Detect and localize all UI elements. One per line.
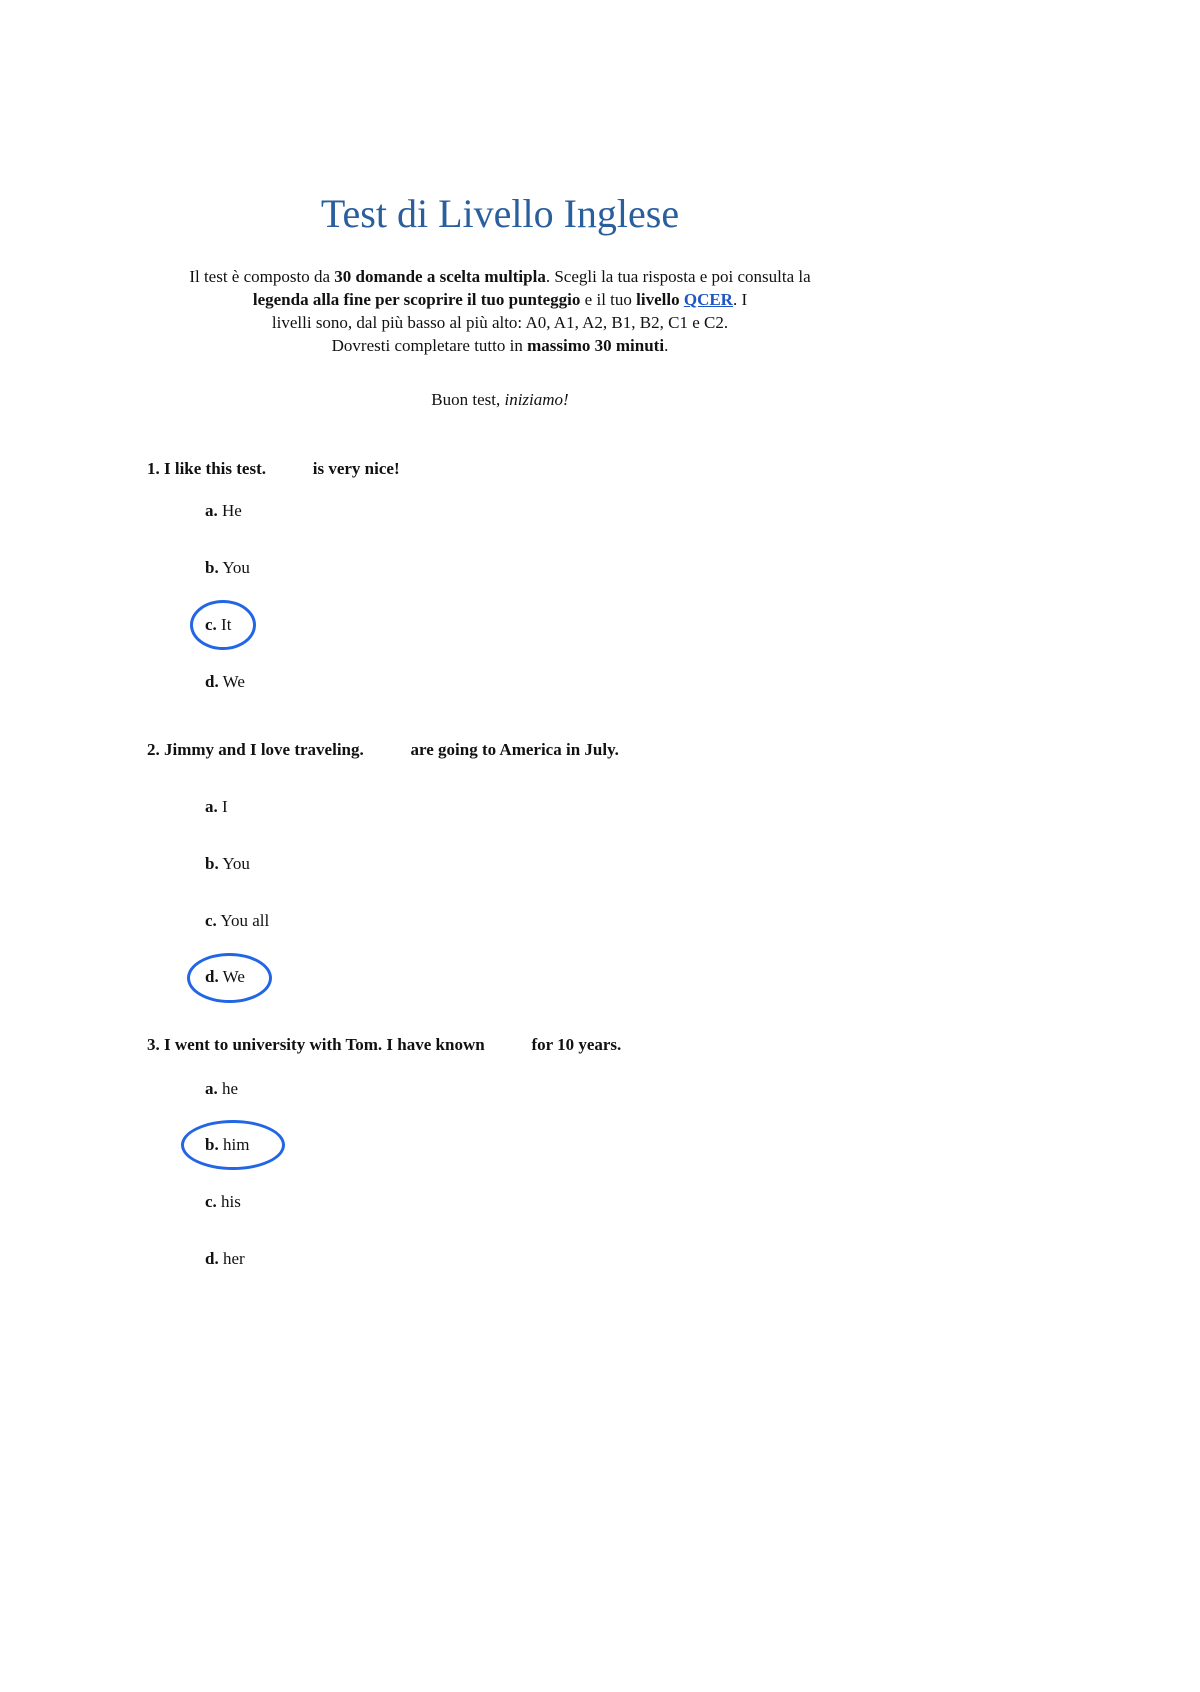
option-letter: b. [205, 558, 219, 577]
option-text: You [218, 854, 250, 873]
intro-bold-time: massimo 30 minuti [527, 336, 665, 355]
option-text: He [217, 501, 242, 520]
question-3-text: 3. I went to university with Tom. I have known for 10 years. [147, 1035, 622, 1054]
question-2-option-d[interactable] [205, 966, 245, 988]
option-letter: d. [205, 1249, 219, 1268]
intro-bold-level: livello [636, 290, 680, 309]
intro-line-4 [110, 334, 890, 357]
option-letter: c. [205, 615, 217, 634]
option-text: I [217, 797, 228, 816]
question-2-option-a[interactable] [205, 796, 228, 818]
intro-line-3: livelli sono, dal più basso al più alto: A0, A1, A2, B1, B2, C1 e C2. [271, 313, 729, 332]
option-letter: d. [205, 672, 219, 691]
intro-line-1 [110, 265, 890, 288]
greeting [0, 390, 1000, 410]
option-text: he [217, 1079, 239, 1098]
question-1-option-a[interactable] [205, 500, 242, 522]
intro-text: Dovresti completare tutto in [331, 336, 528, 355]
option-letter: b. [205, 1135, 219, 1154]
option-text: her [218, 1249, 245, 1268]
option-letter: a. [205, 797, 218, 816]
intro-text: . [664, 336, 669, 355]
question-2-option-c[interactable] [205, 910, 269, 932]
question-2-text: 2. Jimmy and I love traveling. are going to America in July. [147, 740, 619, 759]
option-text: him [218, 1135, 250, 1154]
option-letter: c. [205, 911, 217, 930]
intro-line-2 [110, 288, 890, 311]
intro-bold-legend: legenda alla fine per scoprire il tuo punteggio [252, 290, 581, 309]
question-1-option-d[interactable] [205, 671, 245, 693]
option-letter: d. [205, 967, 219, 986]
question-3-option-d[interactable] [205, 1248, 245, 1270]
option-letter: a. [205, 501, 218, 520]
option-letter: a. [205, 1079, 218, 1098]
intro-text: Il test è composto da [189, 267, 335, 286]
qcer-link[interactable]: QCER [683, 290, 733, 309]
question-3-option-c[interactable] [205, 1191, 241, 1213]
intro-text: e il tuo [580, 290, 637, 309]
option-text: We [218, 672, 245, 691]
intro-text: . Scegli la tua risposta e poi consulta la [545, 267, 811, 286]
question-3-option-a[interactable] [205, 1078, 238, 1100]
question-1-text: 1. I like this test. is very nice! [147, 459, 400, 478]
intro-bold-questions: 30 domande a scelta multipla [334, 267, 546, 286]
greeting-italic: iniziamo! [504, 390, 569, 409]
page-title: Test di Livello Inglese [320, 191, 680, 236]
question-1-option-c[interactable] [205, 614, 231, 636]
greeting-text: Buon test, [431, 390, 505, 409]
option-letter: c. [205, 1192, 217, 1211]
option-text: We [218, 967, 245, 986]
option-letter: b. [205, 854, 219, 873]
option-text: It [216, 615, 232, 634]
option-text: his [216, 1192, 241, 1211]
intro-paragraph [110, 265, 890, 357]
question-1-option-b[interactable] [205, 557, 250, 579]
question-3-option-b[interactable] [205, 1134, 249, 1156]
option-text: You all [216, 911, 270, 930]
question-2-option-b[interactable] [205, 853, 250, 875]
intro-text: . I [732, 290, 748, 309]
option-text: You [218, 558, 250, 577]
